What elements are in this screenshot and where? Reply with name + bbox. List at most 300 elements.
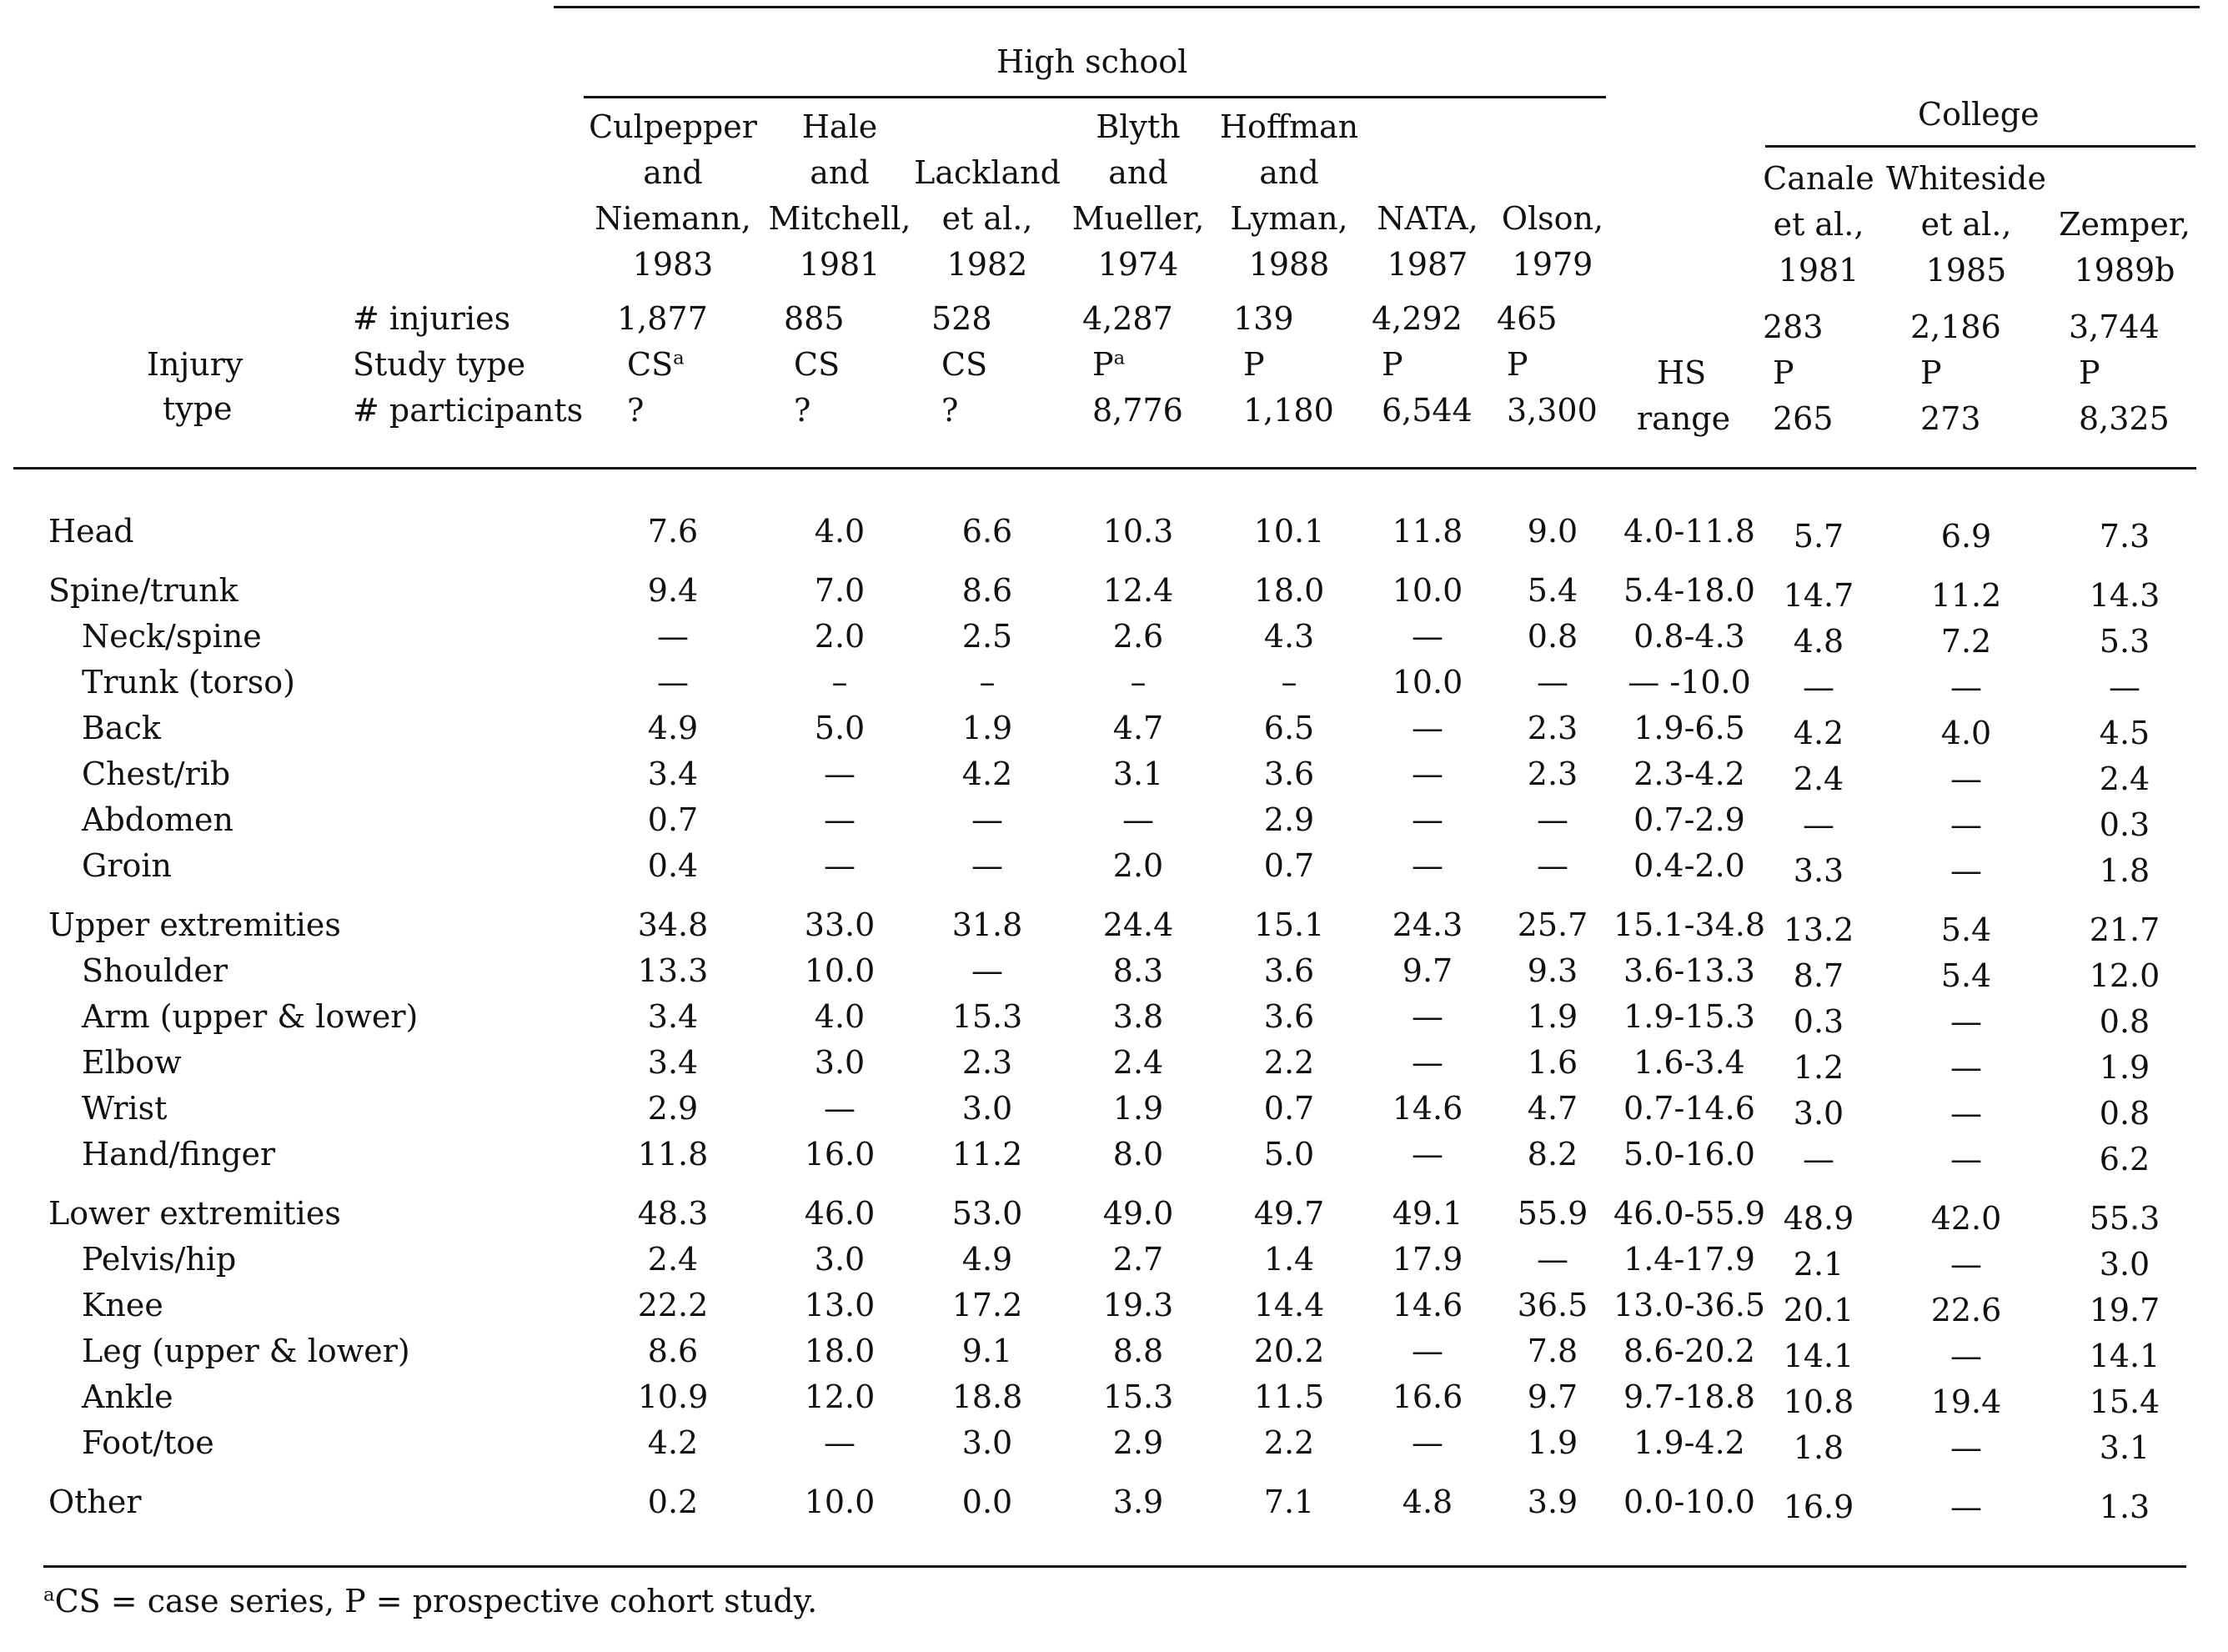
value-cell: 9.7 bbox=[1527, 1378, 1578, 1415]
value-cell: 2.3 bbox=[1527, 710, 1578, 746]
value-cell: 13.3 bbox=[637, 952, 709, 989]
table-row bbox=[0, 902, 2228, 948]
study-injuries: 885 bbox=[784, 300, 845, 337]
table-row bbox=[0, 994, 2228, 1040]
study-participants: 3,300 bbox=[1507, 392, 1598, 429]
value-cell: 4.0 bbox=[814, 998, 866, 1035]
value-cell: 1.2 bbox=[1793, 1049, 1844, 1086]
value-cell: 16.9 bbox=[1783, 1489, 1854, 1525]
value-cell: 7.8 bbox=[1527, 1333, 1578, 1369]
value-cell: 17.2 bbox=[951, 1287, 1023, 1323]
value-cell: — bbox=[1537, 664, 1568, 700]
footnote-mark: a bbox=[43, 1584, 55, 1606]
hs-range-cell: 0.8-4.3 bbox=[1633, 618, 1745, 655]
value-cell: — bbox=[1412, 710, 1443, 746]
stub-injury-type-1: Injury bbox=[147, 346, 243, 383]
value-cell: 2.6 bbox=[1112, 618, 1164, 655]
value-cell: 12.0 bbox=[2089, 957, 2160, 994]
value-cell: 55.3 bbox=[2089, 1200, 2160, 1237]
study-injuries: 4,292 bbox=[1372, 300, 1463, 337]
hs-range-cell: 5.4-18.0 bbox=[1623, 572, 1755, 609]
study-type-footnote-mark: a bbox=[673, 347, 685, 369]
study-injuries: 2,186 bbox=[1910, 309, 2001, 345]
value-cell: — bbox=[1412, 847, 1443, 884]
value-cell: 4.2 bbox=[1793, 715, 1844, 751]
value-cell: — bbox=[1537, 847, 1568, 884]
value-cell: — bbox=[1950, 1141, 1982, 1177]
value-cell: — bbox=[657, 664, 689, 700]
value-cell: 2.2 bbox=[1263, 1424, 1315, 1461]
value-cell: 49.1 bbox=[1392, 1195, 1463, 1232]
value-cell: 16.0 bbox=[804, 1136, 876, 1172]
study-injuries: 4,287 bbox=[1082, 300, 1173, 337]
value-cell: 20.2 bbox=[1253, 1333, 1325, 1369]
hs-range-cell: 0.4-2.0 bbox=[1633, 847, 1745, 884]
study-header bbox=[2000, 202, 2228, 294]
value-cell: 31.8 bbox=[951, 906, 1023, 943]
hs-range-cell: 8.6-20.2 bbox=[1623, 1333, 1755, 1369]
hs-range-cell: 1.9-6.5 bbox=[1633, 710, 1745, 746]
value-cell: 33.0 bbox=[804, 906, 876, 943]
study-participants: ? bbox=[941, 392, 959, 429]
study-type: P bbox=[2079, 354, 2100, 391]
row-label: Pelvis/hip bbox=[82, 1241, 237, 1278]
value-cell: 2.9 bbox=[1263, 801, 1315, 838]
row-label: Ankle bbox=[82, 1378, 173, 1415]
table-row bbox=[0, 660, 2228, 705]
value-cell: 18.8 bbox=[951, 1378, 1023, 1415]
stub-study-type: Study type bbox=[353, 346, 526, 383]
top-rule bbox=[554, 6, 2200, 8]
value-cell: 15.3 bbox=[1102, 1378, 1174, 1415]
row-label: Back bbox=[82, 710, 161, 746]
study-participants: 1,180 bbox=[1243, 392, 1334, 429]
value-cell: 6.2 bbox=[2099, 1141, 2150, 1177]
value-cell: 4.9 bbox=[647, 710, 699, 746]
value-cell: 1.8 bbox=[1793, 1429, 1844, 1466]
study-header-line: NATA, bbox=[1377, 200, 1478, 237]
value-cell: — bbox=[1950, 806, 1982, 843]
value-cell: 2.5 bbox=[961, 618, 1013, 655]
study-header-line: Lyman, bbox=[1230, 200, 1348, 237]
value-cell: 10.9 bbox=[637, 1378, 709, 1415]
value-cell: 5.3 bbox=[2099, 623, 2150, 660]
value-cell: 0.7 bbox=[1263, 847, 1315, 884]
value-cell: — bbox=[1412, 998, 1443, 1035]
value-cell: 2.4 bbox=[647, 1241, 699, 1278]
value-cell: 2.0 bbox=[814, 618, 866, 655]
value-cell: 15.3 bbox=[951, 998, 1023, 1035]
value-cell: 1.9 bbox=[1527, 998, 1578, 1035]
value-cell: 8.3 bbox=[1112, 952, 1164, 989]
value-cell: 48.9 bbox=[1783, 1200, 1854, 1237]
study-type: CS bbox=[794, 346, 841, 383]
value-cell: 9.7 bbox=[1402, 952, 1453, 989]
value-cell: 3.3 bbox=[1793, 852, 1844, 889]
stub-hs-range-1: HS bbox=[1657, 354, 1707, 391]
value-cell: 1.9 bbox=[1527, 1424, 1578, 1461]
study-header-line: et al., bbox=[941, 200, 1033, 237]
value-cell: 1.6 bbox=[1527, 1044, 1578, 1081]
value-cell: 3.6 bbox=[1263, 952, 1315, 989]
study-header-line: 1987 bbox=[1387, 246, 1468, 283]
value-cell: 18.0 bbox=[1253, 572, 1325, 609]
value-cell: — bbox=[1950, 761, 1982, 797]
value-cell: — bbox=[1412, 801, 1443, 838]
value-cell: 8.2 bbox=[1527, 1136, 1578, 1172]
study-header-line: and bbox=[1108, 154, 1168, 191]
value-cell: 3.1 bbox=[2099, 1429, 2150, 1466]
value-cell: — bbox=[1803, 669, 1834, 705]
study-header-line: Hoffman bbox=[1219, 108, 1359, 145]
hs-range-cell: 1.9-4.2 bbox=[1633, 1424, 1745, 1461]
hs-range-cell: 4.0-11.8 bbox=[1623, 513, 1755, 550]
value-cell: 4.9 bbox=[961, 1241, 1013, 1278]
row-label: Neck/spine bbox=[82, 618, 262, 655]
value-cell: — bbox=[1537, 1241, 1568, 1278]
value-cell: 3.6 bbox=[1263, 756, 1315, 792]
value-cell: 11.8 bbox=[1392, 513, 1463, 550]
group-heading-high-school: High school bbox=[996, 43, 1188, 80]
value-cell: 15.4 bbox=[2089, 1383, 2160, 1420]
study-injuries: 1,877 bbox=[617, 300, 708, 337]
value-cell: 0.7 bbox=[647, 801, 699, 838]
value-cell: — bbox=[824, 1424, 856, 1461]
study-header-line: Hale bbox=[801, 108, 878, 145]
value-cell: 1.9 bbox=[961, 710, 1013, 746]
value-cell: 15.1 bbox=[1253, 906, 1325, 943]
value-cell: 17.9 bbox=[1392, 1241, 1463, 1278]
value-cell: 11.2 bbox=[1930, 577, 2002, 614]
group-heading-college: College bbox=[1918, 96, 2040, 133]
value-cell: 48.3 bbox=[637, 1195, 709, 1232]
value-cell: 14.1 bbox=[2089, 1338, 2160, 1374]
stub-hs-range-2: range bbox=[1637, 400, 1731, 437]
study-header-line: 1985 bbox=[1925, 252, 2007, 289]
table-row bbox=[0, 948, 2228, 994]
value-cell: — bbox=[1412, 618, 1443, 655]
value-cell: 3.0 bbox=[814, 1044, 866, 1081]
value-cell: — bbox=[1950, 1095, 1982, 1132]
study-type: $CS^a$ bbox=[627, 346, 685, 383]
hs-range-cell: 46.0-55.9 bbox=[1613, 1195, 1766, 1232]
study-header-line: 1989b bbox=[2074, 252, 2175, 289]
study-participants: 273 bbox=[1920, 400, 1981, 437]
value-cell: — bbox=[824, 847, 856, 884]
study-header-line: Whiteside bbox=[1886, 160, 2046, 197]
value-cell: — bbox=[824, 756, 856, 792]
study-header-line: Lackland bbox=[914, 154, 1061, 191]
table-row bbox=[0, 614, 2228, 660]
value-cell: 8.7 bbox=[1793, 957, 1844, 994]
value-cell: – bbox=[1130, 664, 1147, 700]
high-school-rule bbox=[584, 96, 1606, 98]
table-row bbox=[0, 751, 2228, 797]
value-cell: 12.0 bbox=[804, 1378, 876, 1415]
footnote-text: CS = case series, P = prospective cohort study. bbox=[54, 1583, 818, 1619]
study-type: $P^a$ bbox=[1092, 346, 1126, 383]
study-injuries: 283 bbox=[1763, 309, 1824, 345]
value-cell: 2.1 bbox=[1793, 1246, 1844, 1283]
value-cell: 5.0 bbox=[1263, 1136, 1315, 1172]
row-label: Lower extremities bbox=[48, 1195, 341, 1232]
study-type: P bbox=[1773, 354, 1794, 391]
value-cell: — bbox=[1412, 1136, 1443, 1172]
value-cell: 4.7 bbox=[1112, 710, 1164, 746]
value-cell: 1.4 bbox=[1263, 1241, 1315, 1278]
study-header-line: 1981 bbox=[1778, 252, 1859, 289]
study-header-line: 1988 bbox=[1248, 246, 1330, 283]
value-cell: 10.8 bbox=[1783, 1383, 1854, 1420]
value-cell: — bbox=[971, 847, 1003, 884]
value-cell: 5.0 bbox=[814, 710, 866, 746]
value-cell: 0.8 bbox=[2099, 1095, 2150, 1132]
value-cell: 9.1 bbox=[961, 1333, 1013, 1369]
study-participants: 8,325 bbox=[2079, 400, 2170, 437]
table-row bbox=[0, 797, 2228, 843]
value-cell: 3.0 bbox=[961, 1424, 1013, 1461]
value-cell: – bbox=[979, 664, 996, 700]
study-header-line: Niemann, bbox=[595, 200, 751, 237]
row-label: Chest/rib bbox=[82, 756, 231, 792]
value-cell: 3.1 bbox=[1112, 756, 1164, 792]
study-header bbox=[1428, 196, 1678, 288]
study-participants: ? bbox=[627, 392, 645, 429]
study-header-line: Olson, bbox=[1501, 200, 1604, 237]
value-cell: 4.2 bbox=[961, 756, 1013, 792]
value-cell: 13.2 bbox=[1783, 911, 1854, 948]
value-cell: 22.2 bbox=[637, 1287, 709, 1323]
value-cell: 2.3 bbox=[1527, 756, 1578, 792]
value-cell: 10.0 bbox=[804, 1484, 876, 1520]
value-cell: 4.0 bbox=[814, 513, 866, 550]
value-cell: 10.1 bbox=[1253, 513, 1325, 550]
row-label: Upper extremities bbox=[48, 906, 341, 943]
value-cell: — bbox=[1412, 1333, 1443, 1369]
value-cell: 0.3 bbox=[2099, 806, 2150, 843]
value-cell: 8.6 bbox=[647, 1333, 699, 1369]
value-cell: 6.6 bbox=[961, 513, 1013, 550]
bottom-rule bbox=[43, 1565, 2186, 1568]
value-cell: 6.5 bbox=[1263, 710, 1315, 746]
table-row bbox=[0, 568, 2228, 614]
hs-range-cell: 13.0-36.5 bbox=[1613, 1287, 1766, 1323]
study-header-line: 1982 bbox=[946, 246, 1028, 283]
value-cell: 49.0 bbox=[1102, 1195, 1174, 1232]
study-participants: 6,544 bbox=[1382, 392, 1473, 429]
value-cell: — bbox=[1950, 1489, 1982, 1525]
value-cell: 3.6 bbox=[1263, 998, 1315, 1035]
value-cell: 3.8 bbox=[1112, 998, 1164, 1035]
study-header-line: 1981 bbox=[799, 246, 881, 283]
value-cell: 10.0 bbox=[1392, 664, 1463, 700]
value-cell: 8.6 bbox=[961, 572, 1013, 609]
value-cell: 4.8 bbox=[1793, 623, 1844, 660]
row-label: Elbow bbox=[82, 1044, 182, 1081]
study-header-line: 1974 bbox=[1097, 246, 1179, 283]
value-cell: 14.4 bbox=[1253, 1287, 1325, 1323]
value-cell: — bbox=[824, 801, 856, 838]
value-cell: 7.0 bbox=[814, 572, 866, 609]
study-participants: 265 bbox=[1773, 400, 1834, 437]
value-cell: 2.3 bbox=[961, 1044, 1013, 1081]
study-header-line: and bbox=[1259, 154, 1319, 191]
value-cell: 1.9 bbox=[2099, 1049, 2150, 1086]
footnote bbox=[43, 1583, 817, 1619]
table-row bbox=[0, 1479, 2228, 1525]
value-cell: 3.4 bbox=[647, 1044, 699, 1081]
value-cell: 3.0 bbox=[961, 1090, 1013, 1127]
value-cell: 18.0 bbox=[804, 1333, 876, 1369]
value-cell: 14.6 bbox=[1392, 1287, 1463, 1323]
study-header-line: and bbox=[643, 154, 703, 191]
table-row bbox=[0, 1283, 2228, 1328]
study-header-line: Mitchell, bbox=[768, 200, 911, 237]
study-injuries: 528 bbox=[931, 300, 992, 337]
value-cell: — bbox=[1122, 801, 1154, 838]
value-cell: — bbox=[1950, 1429, 1982, 1466]
value-cell: 14.3 bbox=[2089, 577, 2160, 614]
value-cell: — bbox=[1950, 852, 1982, 889]
table-row bbox=[0, 1132, 2228, 1177]
value-cell: 6.9 bbox=[1940, 518, 1992, 555]
study-type: P bbox=[1507, 346, 1528, 383]
table-row bbox=[0, 1420, 2228, 1466]
table-row bbox=[0, 1040, 2228, 1086]
hs-range-cell: 1.4-17.9 bbox=[1623, 1241, 1755, 1278]
value-cell: – bbox=[831, 664, 848, 700]
study-header-line: and bbox=[810, 154, 870, 191]
study-participants: ? bbox=[794, 392, 811, 429]
value-cell: 19.7 bbox=[2089, 1292, 2160, 1328]
value-cell: — bbox=[1950, 669, 1982, 705]
value-cell: 25.7 bbox=[1517, 906, 1588, 943]
value-cell: — bbox=[971, 952, 1003, 989]
value-cell: 3.0 bbox=[1793, 1095, 1844, 1132]
value-cell: 16.6 bbox=[1392, 1378, 1463, 1415]
value-cell: 2.7 bbox=[1112, 1241, 1164, 1278]
value-cell: 3.9 bbox=[1527, 1484, 1578, 1520]
value-cell: 0.3 bbox=[1793, 1003, 1844, 1040]
hs-range-cell: 9.7-18.8 bbox=[1623, 1378, 1755, 1415]
value-cell: 1.9 bbox=[1112, 1090, 1164, 1127]
value-cell: 2.2 bbox=[1263, 1044, 1315, 1081]
hs-range-cell: 5.0-16.0 bbox=[1623, 1136, 1755, 1172]
table-row bbox=[0, 1086, 2228, 1132]
value-cell: 8.0 bbox=[1112, 1136, 1164, 1172]
value-cell: 4.7 bbox=[1527, 1090, 1578, 1127]
value-cell: — bbox=[1537, 801, 1568, 838]
table-row bbox=[0, 843, 2228, 889]
row-label: Shoulder bbox=[82, 952, 228, 989]
value-cell: 55.9 bbox=[1517, 1195, 1588, 1232]
value-cell: 7.1 bbox=[1263, 1484, 1315, 1520]
value-cell: 12.4 bbox=[1102, 572, 1174, 609]
value-cell: 2.4 bbox=[1793, 761, 1844, 797]
value-cell: 14.6 bbox=[1392, 1090, 1463, 1127]
row-label: Groin bbox=[82, 847, 173, 884]
table-row bbox=[0, 1328, 2228, 1374]
value-cell: 49.7 bbox=[1253, 1195, 1325, 1232]
stub-injury-type-2: type bbox=[163, 390, 233, 427]
value-cell: 5.4 bbox=[1940, 957, 1992, 994]
study-header-line: et al., bbox=[1773, 206, 1864, 243]
value-cell: 13.0 bbox=[804, 1287, 876, 1323]
value-cell: — bbox=[1950, 1049, 1982, 1086]
value-cell: — bbox=[1950, 1246, 1982, 1283]
study-injuries: 3,744 bbox=[2069, 309, 2160, 345]
hs-range-cell: 3.6-13.3 bbox=[1623, 952, 1755, 989]
value-cell: 0.2 bbox=[647, 1484, 699, 1520]
value-cell: 0.0 bbox=[961, 1484, 1013, 1520]
value-cell: 3.9 bbox=[1112, 1484, 1164, 1520]
value-cell: 3.4 bbox=[647, 998, 699, 1035]
row-label: Wrist bbox=[82, 1090, 168, 1127]
row-label: Other bbox=[48, 1484, 142, 1520]
value-cell: 46.0 bbox=[804, 1195, 876, 1232]
value-cell: — bbox=[1950, 1338, 1982, 1374]
table-row bbox=[0, 509, 2228, 555]
value-cell: 4.5 bbox=[2099, 715, 2150, 751]
value-cell: — bbox=[1803, 1141, 1834, 1177]
value-cell: 53.0 bbox=[951, 1195, 1023, 1232]
study-header-line: 1979 bbox=[1512, 246, 1593, 283]
value-cell: — bbox=[1950, 1003, 1982, 1040]
value-cell: 5.4 bbox=[1527, 572, 1578, 609]
value-cell: 4.3 bbox=[1263, 618, 1315, 655]
value-cell: 11.5 bbox=[1253, 1378, 1325, 1415]
value-cell: 4.2 bbox=[647, 1424, 699, 1461]
value-cell: 7.3 bbox=[2099, 518, 2150, 555]
value-cell: — bbox=[657, 618, 689, 655]
value-cell: — bbox=[1412, 756, 1443, 792]
value-cell: 3.4 bbox=[647, 756, 699, 792]
study-injuries: 465 bbox=[1497, 300, 1558, 337]
value-cell: 7.6 bbox=[647, 513, 699, 550]
value-cell: 1.8 bbox=[2099, 852, 2150, 889]
hs-range-cell: 0.7-2.9 bbox=[1633, 801, 1745, 838]
value-cell: 5.4 bbox=[1940, 911, 1992, 948]
value-cell: — bbox=[971, 801, 1003, 838]
value-cell: 4.0 bbox=[1940, 715, 1992, 751]
value-cell: 0.8 bbox=[2099, 1003, 2150, 1040]
value-cell: 0.7 bbox=[1263, 1090, 1315, 1127]
value-cell: 36.5 bbox=[1517, 1287, 1588, 1323]
row-label: Head bbox=[48, 513, 134, 550]
row-label: Arm (upper & lower) bbox=[82, 998, 419, 1035]
study-header-line: Canale bbox=[1763, 160, 1874, 197]
value-cell: 34.8 bbox=[637, 906, 709, 943]
hs-range-cell: 15.1-34.8 bbox=[1613, 906, 1766, 943]
stub-injuries: # injuries bbox=[353, 300, 511, 337]
value-cell: — bbox=[1412, 1044, 1443, 1081]
hs-range-cell: 1.9-15.3 bbox=[1623, 998, 1755, 1035]
value-cell: 9.3 bbox=[1527, 952, 1578, 989]
value-cell: 10.0 bbox=[804, 952, 876, 989]
study-header-line: Mueller, bbox=[1071, 200, 1205, 237]
study-injuries: 139 bbox=[1233, 300, 1294, 337]
value-cell: 8.8 bbox=[1112, 1333, 1164, 1369]
row-label: Spine/trunk bbox=[48, 572, 238, 609]
value-cell: 11.2 bbox=[951, 1136, 1023, 1172]
study-header-line: Zemper, bbox=[2059, 206, 2190, 243]
value-cell: 19.4 bbox=[1930, 1383, 2002, 1420]
hs-range-cell: — -10.0 bbox=[1628, 664, 1751, 700]
value-cell: 24.4 bbox=[1102, 906, 1174, 943]
row-label: Trunk (torso) bbox=[82, 664, 295, 700]
row-label: Hand/finger bbox=[82, 1136, 276, 1172]
study-type: P bbox=[1920, 354, 1942, 391]
